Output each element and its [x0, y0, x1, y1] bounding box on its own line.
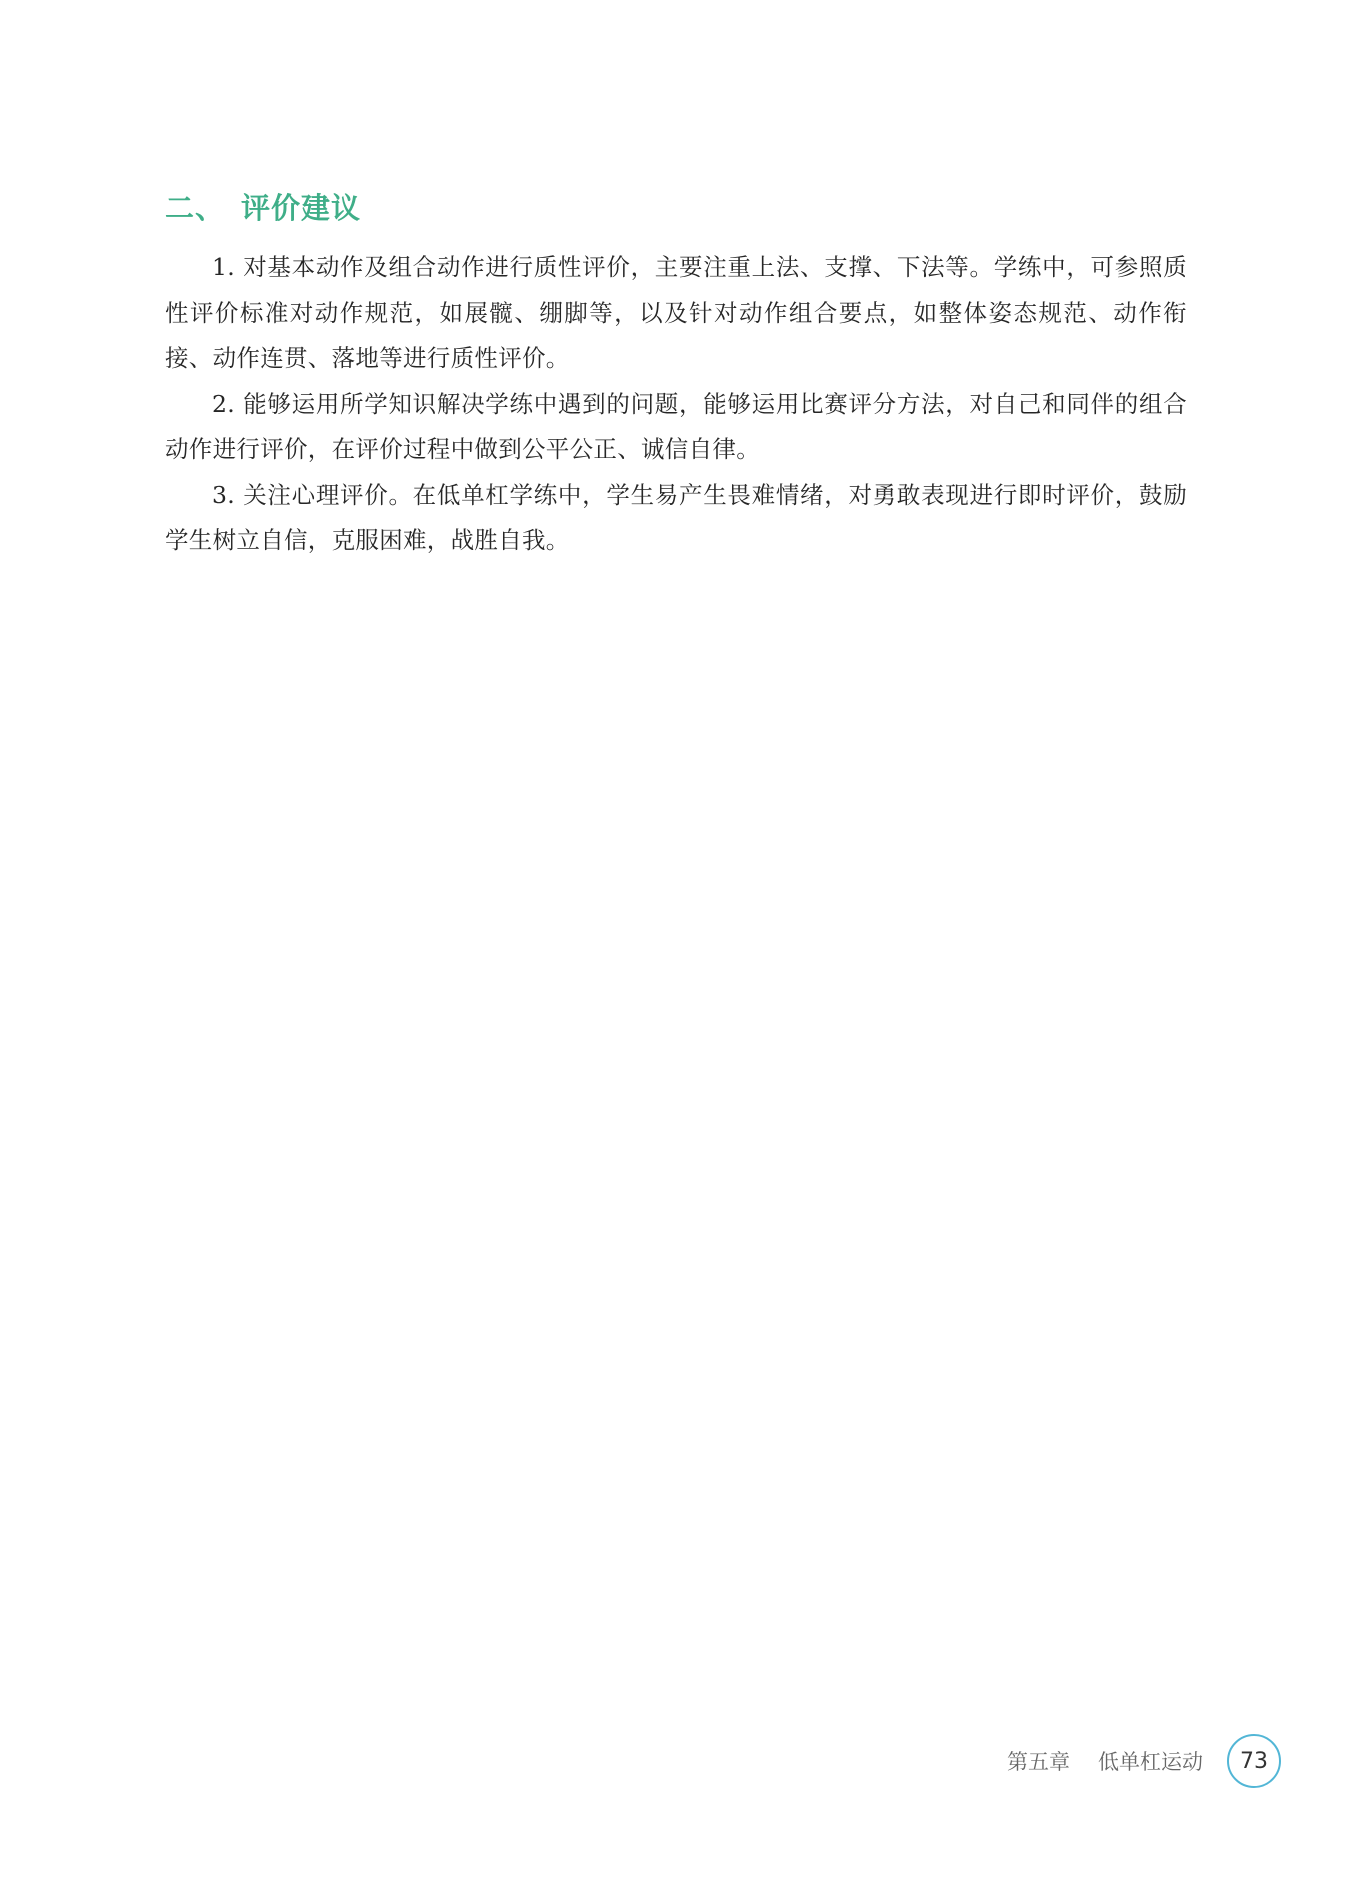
section-heading — [165, 188, 361, 228]
body-text — [165, 245, 1187, 564]
footer-chapter: 第五章 — [1007, 1750, 1070, 1774]
paragraph-2: 2. 能够运用所学知识解决学练中遇到的问题，能够运用比赛评分方法，对自己和同伴的组合动作进行评价，在评价过程中做到公平公正、诚信自律。 — [165, 389, 1187, 463]
paragraph-3: 3. 关注心理评价。在低单杠学练中，学生易产生畏难情绪，对勇敢表现进行即时评价，鼓励学生树立自信，克服困难，战胜自我。 — [165, 480, 1187, 554]
footer-chapter-title: 低单杠运动 — [1098, 1750, 1203, 1774]
page-footer — [1007, 1734, 1281, 1788]
page-number: 73 — [1240, 1748, 1268, 1774]
section-number: 二、 — [165, 191, 226, 225]
page-number-badge — [1227, 1734, 1281, 1788]
section-title: 评价建议 — [241, 191, 362, 225]
paragraph-1: 1. 对基本动作及组合动作进行质性评价，主要注重上法、支撑、下法等。学练中，可参照质性评价标准对动作规范，如展髋、绷脚等，以及针对动作组合要点，如整体姿态规范、动作衔接、动作连贯、落地等进行质性评价。 — [165, 253, 1187, 372]
